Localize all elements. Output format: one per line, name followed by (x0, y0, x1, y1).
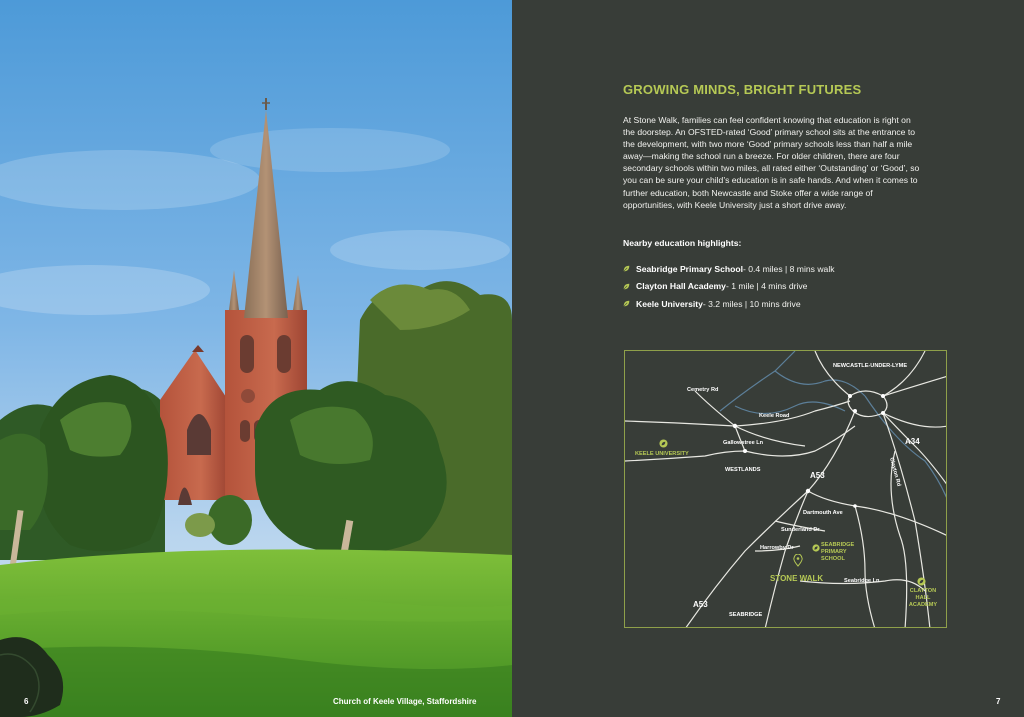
map-label-gallowstree: Gallowstree Ln (723, 440, 764, 446)
highlight-detail: - 1 mile | 4 mins drive (725, 281, 808, 292)
map-label-cemetry-rd: Cemetry Rd (687, 387, 719, 393)
leaf-icon (623, 300, 630, 307)
highlight-name: Keele University (636, 298, 703, 309)
highlight-item (623, 260, 835, 278)
map-label-dartmouth: Dartmouth Ave (803, 510, 843, 516)
map-label-stone-walk: STONE WALK (770, 574, 824, 583)
highlights-title: Nearby education highlights: (623, 238, 742, 248)
map-label-a34: A34 (905, 437, 920, 446)
highlight-item (623, 278, 835, 296)
map-label-clayton-rd: Clayton Rd (888, 456, 902, 488)
map-label-keele-university: KEELE UNIVERSITY (635, 451, 689, 457)
leaf-icon (623, 283, 630, 290)
map-label-a53-bottom: A53 (693, 600, 708, 609)
map-label-seabridge: SEABRIDGE (729, 612, 763, 618)
map-label-westlands: WESTLANDS (725, 467, 761, 473)
highlight-item (623, 295, 835, 313)
location-pin-icon (793, 554, 803, 567)
map-label-seabridge-ln: Seabridge Ln (844, 578, 880, 584)
leaf-icon (623, 265, 630, 272)
intro-paragraph: At Stone Walk, families can feel confident knowing that education is right on the doorstep. An OFSTED-rated ‘Good’ primary school sits at the entrance to the development, with two more ‘Good’ primary schools less than half a mile away—making the school run a breeze. For older children, there are four secondary schools within two miles, all rated either ‘Outstanding’ or ‘Good’, so you can be sure your child’s education is in safe hands. And when it comes to further education, both Newcastle and Stoke offer a wide range of opportunities, with Keele University just a short drive away. (623, 115, 920, 210)
map-label-newcastle: NEWCASTLE-UNDER-LYME (833, 363, 908, 369)
highlight-detail: - 0.4 miles | 8 mins walk (742, 263, 835, 274)
map-label-keele-road: Keele Road (759, 413, 790, 419)
highlights-list (623, 260, 835, 313)
photo-caption: Church of Keele Village, Staffordshire (333, 697, 477, 706)
map-label-sunderland: Sunderland Dr (781, 527, 820, 533)
map-label-a53-top: A53 (810, 471, 825, 480)
page-number: 6 (24, 697, 29, 706)
keele-university-leaf-icon (659, 439, 668, 448)
map-label-harrowby: Harrowby Dr (760, 545, 794, 551)
page-number: 7 (996, 697, 1001, 706)
map-roads (625, 351, 947, 628)
map-label-seabridge-primary: SEABRIDGE PRIMARY SCHOOL (821, 542, 855, 562)
clayton-hall-leaf-icon (917, 577, 926, 586)
map-label-clayton-hall: CLAYTON HALL ACADEMY (908, 588, 938, 608)
section-heading: GROWING MINDS, BRIGHT FUTURES (623, 82, 862, 97)
highlight-name: Clayton Hall Academy (636, 281, 726, 292)
highlight-detail: - 3.2 miles | 10 mins drive (702, 298, 801, 309)
right-page (512, 0, 1024, 717)
seabridge-primary-leaf-icon (812, 544, 820, 552)
highlight-name: Seabridge Primary School (636, 263, 743, 274)
location-map (624, 350, 947, 628)
